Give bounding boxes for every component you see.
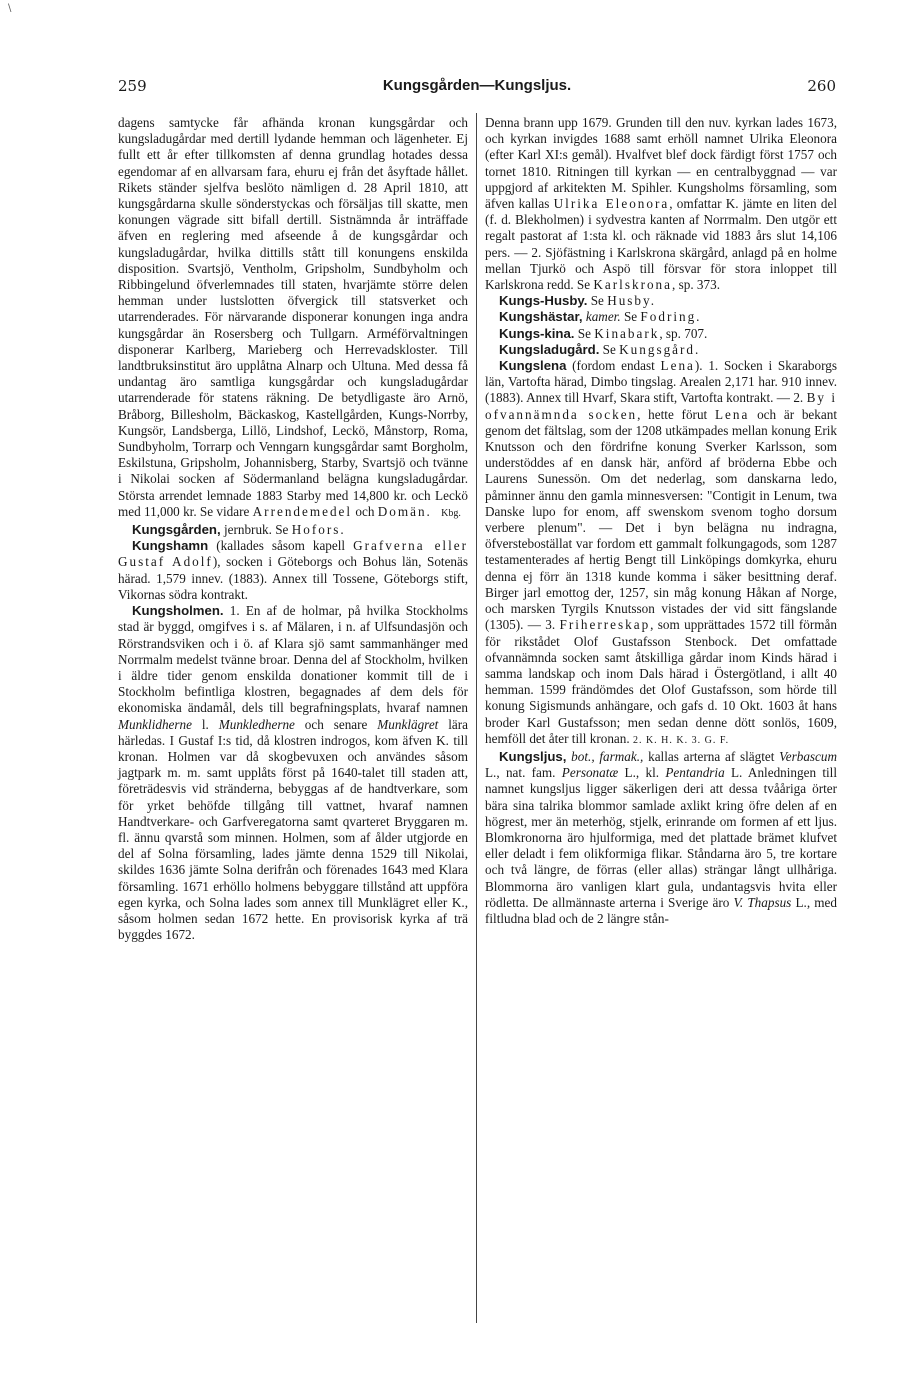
- signature: Kbg.: [441, 507, 461, 519]
- headword: Kungsholmen.: [132, 603, 224, 619]
- entry-kungs-husby: Kungs-Husby. Se Husby.: [499, 293, 657, 309]
- headword: Kungsljus,: [499, 748, 567, 764]
- paragraph-kungsgard-cont: dagens samtycke får afhända kronan kungsgårdar och kungsladugårdar med dertill lydande hemman och lägenheter. Ej fullt ett år efter tillkomsten af denna grundlag hotades dessa egendomar af en allvarsam fara, ehuru ej från det åsyftade hållet. Rikets ständer sjelfva beslöto nämligen d. 28 April 1810, att kungsgårdarna skulle sönderstyckas och försäljas till skatte, men konungen vägrade sitt bifall dertill. Sistnämnda år inträffade äfven en reglering med afseende å de kungsgårdar och kungsladugårdar, hvilka dittills stått till konungens enskilda disposition. Svartsjö, Ventholm, Gripsholm, Sundbyholm och Ribbingelund öfverlemnades till staten, hvarjämte större delen hemman under lustslotten öfvergick till statsverket och utarrenderades. För närvarande disponerar konungen inga andra kungsgårdar än Rosersberg och Tullgarn. Arméförvaltningen disponerar Karlberg, Marieberg och Herrevadskloster. Till landtbruksinstitut äro upplåtna Alnarp och Ultuna. Med dessa få undantag äro samtliga kungsgårdar och kungsladugårdar utarrenderade för statens räkning. De betydligaste äro Arnö, Bråborg, Billesholm, Bäckaskog, Kastellgården, Kungs-Norrby, Kungsör, Landsberga, Lillö, Lindshof, Leckö, Månstorp, Roma, Sundbyholm, Torrarp och Venngarn kungsgårdar samt Borgholm, Eskilstuna, Gripsholm, Johannisberg, Starby, Svartsjö och tvänne i Nikolai socken af Södermanland belägna kungsladugårdar. Största arrendet lemnade 1883 Starby med 14,800 kr. och Leckö med 11,000 kr. Se vidare Arrendemedel och Domän. Kbg.: [118, 115, 468, 519]
- entry-kungsljus: Kungsljus, bot., farmak., kallas arterna af slägtet Verbascum L., nat. fam. Personatæ L., kl. Pentandria L. Anledningen till namnet kungsljus ligger säkerligen deri att dessa tvååriga örter bära sina talrika blommor samlade axlikt kring öfre delen af en högrest, mer än meterhög, stjelk, erinrande om formen af ett ljus. Blomkronorna äro hjulformiga, med det plattade brämet klufvet eller deladt i fem olikformiga flikar. Ståndarna äro 5, tre kortare och två längre, de förras (eller allas) strängar långt ullhåriga. Blommorna äro vanligen klart gula, undantagsvis hvita eller rödletta. De allmännaste arterna i Sverige äro V. Thapsus L., med filtludna blad och de 2 längre stån-: [485, 748, 838, 926]
- entry-kungs-kina: Kungs-kina. Se Kinabark, sp. 707.: [499, 325, 708, 341]
- headword: Kungsladugård.: [499, 341, 600, 357]
- entry-kungshamn: Kungshamn (kallades såsom kapell Grafverna eller Gustaf Adolf), socken i Göteborgs och Bohus län, Sotenäs härad. 1,579 innev. (1883). Annex till Tossene, Göteborgs stift, Vikornas södra kontrakt.: [118, 538, 469, 602]
- running-title: Kungsgården—Kungsljus.: [382, 77, 572, 94]
- entry-kungsladugard: Kungsladugård. Se Kungsgård.: [499, 341, 701, 357]
- entry-kungslena: Kungslena (fordom endast Lena). 1. Socken i Skaraborgs län, Vartofta härad, Dimbo tingslag. Arealen 2,171 har. 910 innev. (1883). Annex till Hvarf, Skara stift, Vartofta kontrakt. — 2. By i ofvannämnda socken, hette förut Lena och är bekant genom det fältslag, som der 1208 utkämpades mellan konung Erik Knutsson och den fördrifne konung Sverker Karlsson, som understöddes af en dansk här, anförd af bröderna Ebbe och Laurens Sunessön. Om det nederlag, som danskarna ledo, påminner ännu den gamla minnesversen: "Contigit in Lenum, twa Danske lupo for enom, aff swenskom svenom togho dorsum verbere plenum". — Det i byn belägna nu indragna, öfversteboställat var fordom ett gammalt folkungagods, som 1287 testamenterades af hertig Bengt till Linköpings domkyrka, ehuru denna ej förr än 1318 kunde komma i säker besittning deraf. Birger jarl emottog der, 1257, sin måg konung Håkan af Norge, och marsken Tyrgils Knutsson vistades der vid sitt fängslande (1305). — 3. Friherreskap, som upprättades 1572 till förmån för rikstådet Olof Gustafsson Stenbock. Det omfattade ofvannämnda socken samt åtskilliga gårdar inom Kinds härad i samma landskap och inom Dals härad i Östergötland, i allt 40 hemman. 1599 frändömdes det Olof Gustafsson, som hörde till konung Sigismunds anhängare, och gafs d. 10 Okt. 1603 åt hans broder Karl Gustafsson; men sedan denne dött sonlös, 1609, hemföll det åter till kronan. 2. K. H. K. 3. G. F.: [485, 358, 837, 746]
- headword: Kungs-kina.: [499, 325, 575, 341]
- headword: Kungshästar,: [499, 309, 583, 325]
- headword: Kungshamn: [132, 538, 209, 554]
- headword: Kungslena: [499, 358, 567, 374]
- left-column: [118, 115, 468, 943]
- stray-mark: \: [8, 3, 12, 14]
- right-column: [485, 115, 837, 927]
- page-header: [118, 77, 836, 99]
- signature: 2. K. H. K. 3. G. F.: [632, 734, 730, 746]
- paragraph-kungsholmen-cont: Denna brann upp 1679. Grunden till den nuv. kyrkan lades 1673, och kyrkan invigdes 1688 samt erhöll namnet Ulrika Eleonora (efter Karl XI:s gemål). Hvalfvet blef dock färdigt först 1757 och tornet 1810. Ritningen till kyrkan — en centralbyggnad — var uppgjord af arkitekten M. Spihler. Kungsholms församling, som äfven kallas Ulrika Eleonora, omfattar K. jämte en liten del (f. d. Blekholmen) i sydvestra kanten af Norrmalm. Den utgör ett regalt pastorat af 1:sta kl. och räknade vid 1883 års slut 14,106 pers. — 2. Sjöfästning i Karlskrona skärgård, anlagd på en holme mellan Tjurkö och Aspö till försvar för stora inloppet till Karlskrona redd. Se Karlskrona, sp. 373.: [485, 115, 838, 293]
- entry-kungsgarden: Kungsgården, jernbruk. Se Hofors.: [132, 522, 346, 538]
- entry-kungsholmen: Kungsholmen. 1. En af de holmar, på hvilka Stockholms stad är byggd, omgifves i s. af Mälaren, i n. af Ulfsundasjön och Rörstrandsviken och i ö. af Klara sjö samt sammanhänger med Norrmalm medelst tvänne broar. Denna del af Stockholm, hvilken i äldre tider genom enskilda donationer kommit till de i Stockholm befintliga klostren, begagnades af dem dels för ekonomiska ändamål, dels till begrafningsplats, hvaraf namnen Munklidherne l. Munkledherne och senare Munklägret lära härledas. I Gustaf I:s tid, då klostren indrogos, kom äfven K. till kronan. Holmen var då skogbevuxen och användes såsom jagtpark m. m. samt upplåts först på 1640-talet till staden att, företrädesvis vid stränderna, bebyggas af de handtverkare, som för yrket behöfde tillgång till vattnet, hvaraf namnen Handtverkare- och Garfveregatorna samt qvarteret Bryggaren m. fl. ännu qvarstå som minnen. Holmen, som af ålder utgjorde en del af Solna församling, lades jämte denna 1529 till Nikolai, skildes 1636 jämte Solna derifrån och förenades 1643 med Klara församling. 1671 erhöllo holmens bebyggare tillstånd att uppföra egen kyrka, och Solna lades som annex till Munklägret eller K., såsom holmen sedan 1672 hette. En provisorisk kyrka af trä byggdes 1672.: [118, 603, 468, 943]
- entry-kungshastar: Kungshästar, kamer. Se Fodring.: [499, 309, 702, 325]
- page-number-right: 260: [807, 77, 836, 95]
- headword: Kungs-Husby.: [499, 293, 588, 309]
- page-number-left: 259: [118, 77, 147, 95]
- headword: Kungsgården,: [132, 522, 221, 538]
- column-rule: [476, 113, 477, 1323]
